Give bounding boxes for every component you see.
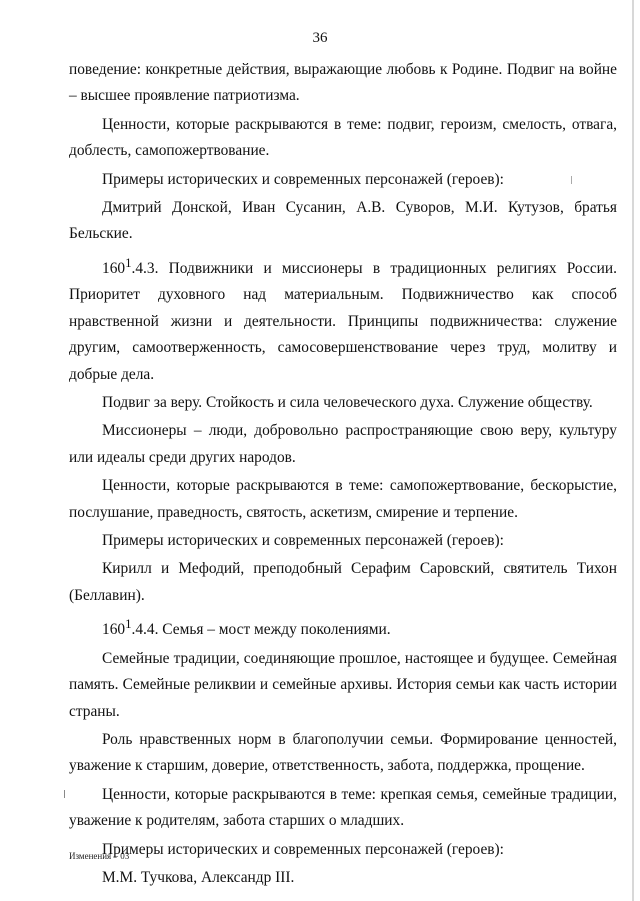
section-heading-paragraph [69,250,617,388]
paragraph: Ценности, которые раскрываются в теме: самопожертвование, бескорыстие, послушание, праведность, святость, аскетизм, смирение и терпение. [69,477,617,521]
page-edge [632,0,634,901]
section-superscript: 1 [125,255,132,270]
paragraph: М.М. Тучкова, Александр III. [102,869,295,887]
paragraph: Подвиг за веру. Стойкость и сила человеческого духа. Служение обществу. [102,394,593,411]
paragraph: Примеры исторических и современных персонажей (героев): [102,840,504,858]
section-number: 160 [102,259,126,277]
paragraph: Миссионеры – люди, добровольно распространяющие свою веру, культуру или идеалы среди других народов. [69,422,617,466]
scan-mark [64,790,65,798]
scan-mark [571,176,572,184]
document-body [69,57,617,891]
section-superscript: 1 [125,617,132,632]
paragraph: поведение: конкретные действия, выражающие любовь к Родине. Подвиг на войне – высшее проявление патриотизма. [69,61,617,105]
section-heading-paragraph [69,611,617,644]
paragraph: Ценности, которые раскрываются в теме: крепкая семья, семейные традиции, уважение к родителям, забота старших о младших. [69,785,617,830]
paragraph: Примеры исторических и современных персонажей (героев): [102,170,504,188]
paragraph: Примеры исторических и современных персонажей (героев): [102,532,504,550]
paragraph: Кирилл и Мефодий, преподобный Серафим Саровский, святитель Тихон (Беллавин). [69,560,617,604]
revision-footer: Изменения – 03 [69,851,130,861]
section-text: .4.4. Семья – мост между поколениями. [131,621,391,639]
paragraph: Дмитрий Донской, Иван Сусанин, А.В. Суворов, М.И. Кутузов, братья Бельские. [69,199,617,243]
paragraph: Ценности, которые раскрываются в теме: подвиг, героизм, смелость, отвага, доблесть, самопожертвование. [69,115,617,160]
paragraph: Роль нравственных норм в благополучии семьи. Формирование ценностей, уважение к старшим, доверие, ответственность, забота, поддержка, прощение. [69,731,617,775]
section-number: 160 [102,621,126,639]
page-number: 36 [312,30,328,46]
paragraph: Семейные традиции, соединяющие прошлое, настоящее и будущее. Семейная память. Семейные реликвии и семейные архивы. История семьи как часть истории страны. [69,649,617,720]
section-text: .4.3. Подвижники и миссионеры в традиционных религиях России. Приоритет духовного над материальным. Подвижничество как способ нравственной жизни и деятельности. Принципы подвижничества: служение другим, самоотверженность, самосовершенствование через труд, молитву и добрые дела. [69,259,617,383]
